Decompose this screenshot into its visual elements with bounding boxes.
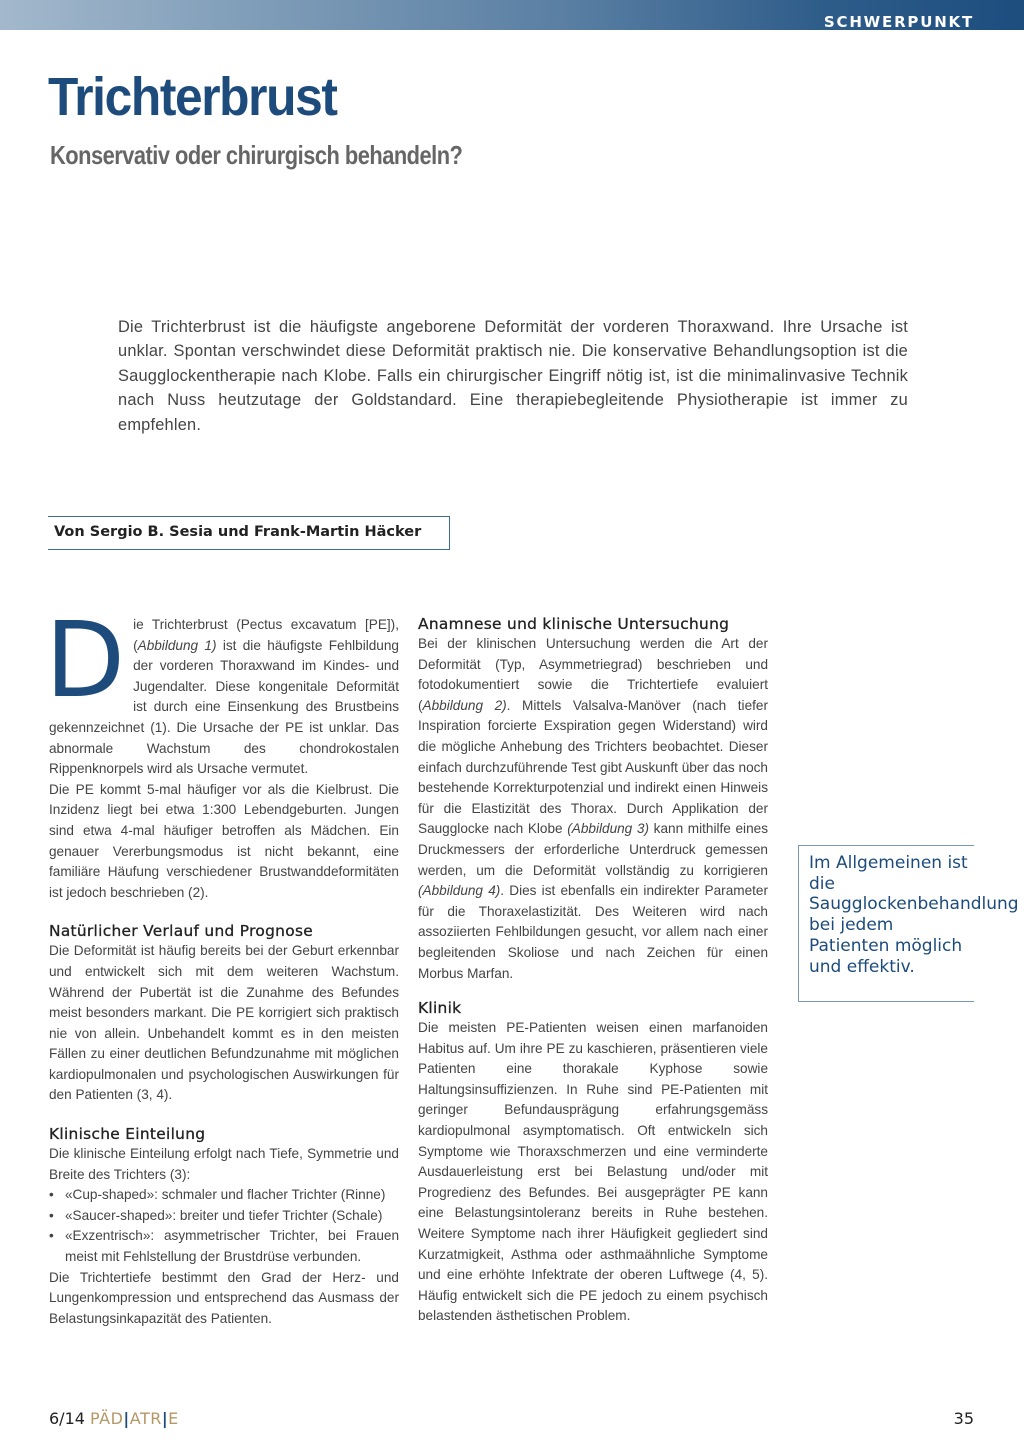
article-subtitle: Konservativ oder chirurgisch behandeln? [50, 140, 463, 170]
list-item: • «Cup-shaped»: schmaler und flacher Trichter (Rinne) [49, 1185, 399, 1206]
column-2 [418, 614, 768, 1327]
figure-ref-1: Abbildung 1) [137, 637, 217, 653]
heading-natuerlicher-verlauf: Natürlicher Verlauf und Prognose [49, 922, 314, 941]
section-label: SCHWERPUNKT [823, 13, 974, 31]
paragraph-klinik: Die meisten PE-Patienten weisen einen marfanoiden Habitus auf. Um ihre PE zu kaschieren, präsentieren viele Patienten eine thorakale Kyphose sowie Haltungsinsuffizienzen. In Ruhe sind PE-Patienten mit geringer Befundausprägung erfahrungsgemäss kardiopulmonal asymptomatisch. Oft entwickeln sich Symptome wie Thoraxschmerzen und eine verminderte Ausdauerleistung erst bei Belastung und/oder mit Progredienz des Befundes. Bei ausgeprägter PE kann eine Belastungsintoleranz bereits in Ruhe bestehen. Weitere Symptome nach ihrer Häufigkeit gegliedert sind Kurzatmigkeit, Asthma oder asthmaähnliche Symptome und eine erhöhte Infektrate der oberen Luftwege (4, 5). Häufig entwickelt sich die PE jedoch zu einem psychisch belastenden ästhetischen Problem. [418, 1020, 768, 1324]
byline-authors: Von Sergio B. Sesia und Frank-Martin Häcker [54, 524, 422, 540]
classification-list [49, 1185, 399, 1267]
figure-ref-3: (Abbildung 3) [567, 821, 649, 837]
article-title: Trichterbrust [48, 67, 337, 127]
heading-anamnese: Anamnese und klinische Untersuchung [418, 615, 730, 633]
intro-paragraph-2: Die PE kommt 5-mal häufiger vor als die Kielbrust. Die Inzidenz liegt bei etwa 1:300 Lebendgeburten. Jungen sind etwa 4-mal häufiger betroffen als Mädchen. Ein genauer Vererbungsmodus ist nicht bekannt, eine familiäre Häufung verschiedener Brustwanddeformitäten ist jedoch beschrieben (2). [49, 781, 399, 900]
figure-ref-2: Abbildung 2) [422, 697, 507, 713]
paragraph-einteilung: Die klinische Einteilung erfolgt nach Tiefe, Symmetrie und Breite des Trichters (3): [49, 1146, 399, 1182]
paragraph-trichtertiefe: Die Trichtertiefe bestimmt den Grad der Herz- und Lungenkompression und entsprechend das Ausmass der Belastungsinkapazität des Patienten. [49, 1269, 399, 1326]
byline-box [48, 516, 450, 550]
intro-paragraph-1: Die Trichterbrust (Pectus excavatum [PE]), (Abbildung 1) ist die häufigste Fehlbildung der vorderen Thoraxwand im Kindes- und Jugendalter. Diese kongenitale Deformität ist durch eine Einsenkung des Brustbeins gekennzeichnet (1). Die Ursache der PE ist unklar. Das abnormale Wachstum des chondrokostalen Rippenknorpels wird als Ursache vermutet. [45, 599, 399, 777]
issue-number: 6/14 [49, 1409, 85, 1428]
page-number: 35 [953, 1409, 974, 1428]
list-item: • «Saucer-shaped»: breiter und tiefer Trichter (Schale) [49, 1206, 399, 1227]
heading-klinische-einteilung: Klinische Einteilung [49, 1125, 206, 1144]
header-bar [0, 0, 1024, 30]
column-1 [45, 599, 399, 1329]
pull-quote: Im Allgemeinen ist die Saugglockenbehandlung bei jedem Patienten möglich und effektiv. [798, 845, 974, 1002]
article-lead: Die Trichterbrust ist die häufigste angeborene Deformität der vorderen Thoraxwand. Ihre Ursache ist unklar. Spontan verschwindet diese Deformität praktisch nie. Die konservative Behandlungsoption ist die Saugglockentherapie nach Klobe. Falls ein chirurgischer Eingriff nötig ist, ist die minimalinvasive Technik nach Nuss heutzutage der Goldstandard. Eine therapiebegleitende Physiotherapie ist immer zu empfehlen. [118, 318, 908, 434]
paragraph-anamnese: Bei der klinischen Untersuchung werden die Art der Deformität (Typ, Asymmetriegrad) beschrieben und fotodokumentiert sowie die Trichtertiefe evaluiert (Abbildung 2). Mittels Valsalva-Manöver (nach tiefer Inspiration forcierte Exspiration gegen Widerstand) wird die mögliche Anhebung des Trichters beobachtet. Dieser einfach durchzuführende Test gibt Auskunft über das noch bestehende Korrekturpotenzial und indirekt einen Hinweis für die Elastizität des Thorax. Durch Applikation der Saugglocke nach Klobe (Abbildung 3) kann mithilfe eines Druckmessers der erforderliche Unterdruck gemessen werden, um die Deformität vollständig zu korrigieren (Abbildung 4). Dies ist ebenfalls ein indirekter Parameter für die Thoraxelastizität. Des Weiteren wird nach assoziierten Fehlbildungen gesucht, vor allem nach einer begleitenden Skoliose und nach Zeichen für einen Morbus Marfan. [418, 636, 769, 981]
heading-klinik: Klinik [418, 999, 462, 1018]
figure-ref-4: (Abbildung 4) [418, 883, 501, 899]
journal-logo: PÄD|ATR|E [90, 1409, 179, 1428]
list-item: • «Exzentrisch»: asymmetrischer Trichter, bei Frauen meist mit Fehlstellung der Brustdrüse verbunden. [49, 1226, 399, 1267]
paragraph-verlauf: Die Deformität ist häufig bereits bei der Geburt erkennbar und entwickelt sich mit dem weiteren Wachstum. Während der Pubertät ist die Zunahme des Befundes meist besonders markant. Die PE korrigiert sich praktisch nie von allein. Unbehandelt kommt es in den meisten Fällen zu einer deutlichen Befundzunahme mit möglichen kardiopulmonalen und psychologischen Auswirkungen für den Patienten (3, 4). [49, 943, 399, 1103]
drop-cap: D [45, 599, 126, 721]
